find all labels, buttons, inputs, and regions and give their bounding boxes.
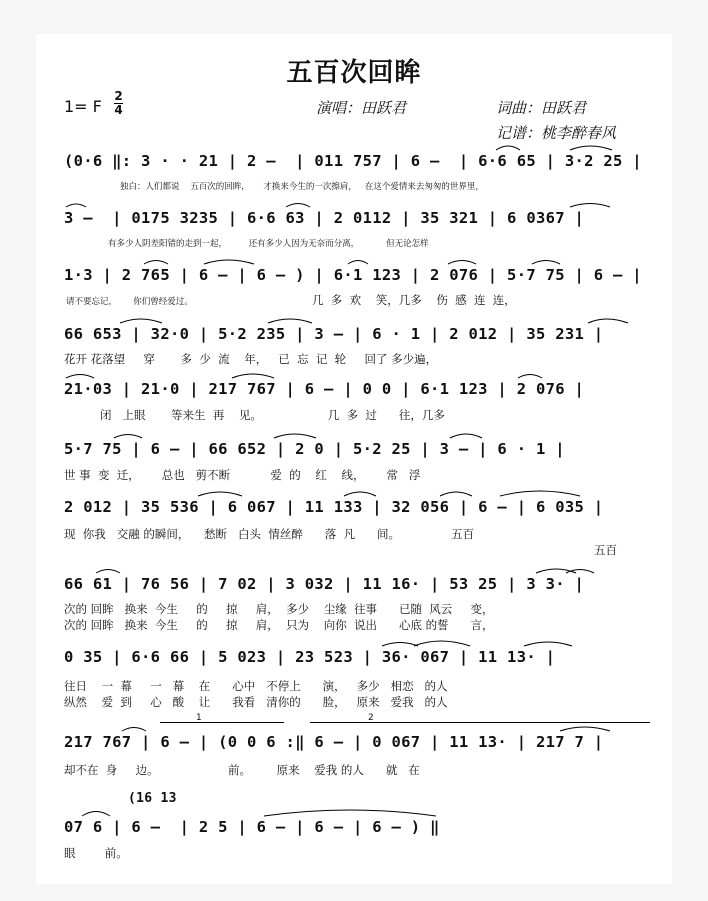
composer-credit: 词曲：田跃君 [496,99,587,117]
lyric-line-6: 世 事 变 迁， 总也 剪不断 爱 的 红 线， 常 浮 [64,468,421,482]
slur [532,261,560,265]
slur [500,491,580,496]
song-title: 五百次回眸 [286,58,422,88]
time-signature-top: 2 [114,89,123,103]
slur [120,319,162,323]
lyric-line-10: 却不在 身 边。 前。 原来 爱我 的人 就 在 [64,763,420,777]
lyric-line-7b: 五百 [594,543,617,557]
slur [450,434,482,438]
slur [82,812,110,817]
slur [414,641,470,646]
second-ending-number: 2 [368,713,374,723]
lyric-line-8a: 次的 回眸 换来 今生 的 掠 肩， 多少 尘缘 往事 已随 风云 变， [64,602,494,616]
slur [204,260,254,264]
singer-credit: 演唱：田跃君 [316,99,407,117]
slur [274,434,316,438]
slur [264,810,436,816]
notation-line-2: 3 – | 0175 3235 | 6·6 63 | 2 0112 | 35 321 | 6 0367 | [64,209,585,227]
transcriber-credit: 记谱：桃李醉春风 [496,124,617,142]
notation-line-3: 1·3 | 2 765 | 6 – | 6 – ) | 6·1 123 | 2 076 | 5·7 75 | 6 – | [64,266,642,284]
slur [560,727,610,731]
slur [524,642,572,646]
notation-line-1: (0·6 ‖: 3 · · 21 | 2 – | 011 757 | 6 – | 6·6 65 | 3·2 25 | [64,152,642,170]
notation-line-11: 07 6 | 6 – | 2 5 | 6 – | 6 – | 6 – ) ‖ [64,818,440,836]
slur [114,435,142,439]
lyric-line-9b: 纵然 爱 到 心 酸 让 我看 清你的 脸， 原来 爱我 的人 [64,695,448,709]
slur [566,570,594,574]
slur [232,374,274,378]
lyric-line-8b: 次的 回眸 换来 今生 的 掠 肩， 只为 向你 说出 心底 的誓 言， [64,618,494,632]
notation-line-8: 66 61 | 76 56 | 7 02 | 3 032 | 11 16· | 53 25 | 3 3· | [64,575,585,593]
lyric-line-7a: 现 你我 交融 的瞬间， 愁断 白头 情丝醉 落 凡 间。 五百 [64,527,475,541]
slur [496,146,520,150]
notation-line-4: 66 653 | 32·0 | 5·2 235 | 3 – | 6 · 1 | 2 012 | 35 231 | [64,325,604,343]
spoken-intro-3: 请不要忘记， 你们曾经爱过。 [66,297,193,307]
lyric-line-3: 几 多 欢 笑，几多 伤 感 连 连， [312,293,516,307]
slur [382,643,418,647]
slur [348,261,368,265]
spoken-intro-1: 独白：人们都说 五百次的回眸， 才换来今生的一次擦肩， 在这个爱情来去匆匆的世界里， [120,182,484,192]
slur [570,146,612,150]
slur [448,261,476,265]
spoken-intro-2: 有多少人阴差阳错的走到一起， 还有多少人因为无奈而分离， 但无论怎样 [108,239,429,249]
first-ending-number: 1 [196,713,202,723]
slur [96,570,120,574]
notation-line-10: 217 767 | 6 – | (0 0 6 :‖ 6 – | 0 067 | 11 13· | 217 7 | [64,733,604,751]
notation-line-9: 0 35 | 6·6 66 | 5 023 | 23 523 | 36· 067 | 11 13· | [64,648,556,666]
slur [144,261,168,265]
slur [440,492,472,496]
alternate-notes: (16 13 [128,791,177,806]
slur [344,492,376,496]
lyric-line-11: 眼 前。 [64,846,128,860]
notation-line-5: 21·03 | 21·0 | 217 767 | 6 – | 0 0 | 6·1 123 | 2 076 | [64,380,585,398]
lyric-line-4: 花开 花落望 穿 多 少 流 年， 已 忘 记 轮 回了 多少遍， [64,352,438,366]
slur [66,204,86,207]
slur [588,319,628,323]
notation-line-6: 5·7 75 | 6 – | 66 652 | 2 0 | 5·2 25 | 3 – | 6 · 1 | [64,440,565,458]
key-signature: 1= F [64,97,102,116]
slur [518,375,542,379]
slur [570,204,610,208]
slur [66,375,94,379]
slur [122,728,146,732]
lyric-line-5: 闭 上眼 等来生 再 见。 几 多 过 往，几多 [100,408,445,422]
lyric-line-9a: 往日 一 幕 一 幕 在 心中 不停上 演， 多少 相恋 的人 [64,679,448,693]
slur [286,204,310,208]
time-signature-bottom: 4 [114,103,123,117]
notation-line-7: 2 012 | 35 536 | 6 067 | 11 133 | 32 056 | 6 – | 6 035 | [64,498,604,516]
slur [198,492,242,496]
slur [268,319,312,323]
